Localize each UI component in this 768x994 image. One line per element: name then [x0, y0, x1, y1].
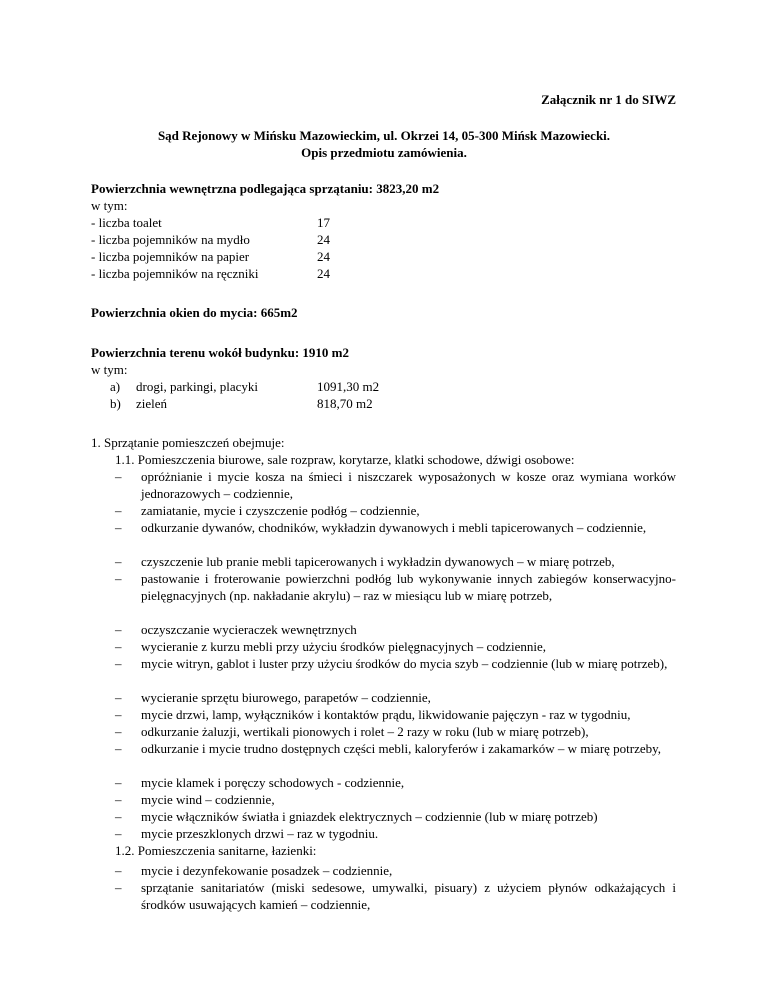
list-item: oczyszczanie wycieraczek wewnętrznych [141, 622, 357, 637]
bullet-dash: – [115, 469, 122, 484]
bullet-dash: – [115, 707, 122, 722]
list-item: mycie włączników światła i gniazdek elektrycznych – codziennie (lub w miarę potrzeb) [141, 809, 598, 824]
bullet-dash: – [115, 639, 122, 654]
bullet-dash: – [115, 554, 122, 569]
list-item: odkurzanie żaluzji, wertikali pionowych i rolet – 2 razy w roku (lub w miarę potrzeb), [141, 724, 589, 739]
annex-title: Załącznik nr 1 do SIWZ [541, 92, 676, 107]
grounds-heading: Powierzchnia terenu wokół budynku: 1910 m2 [91, 345, 349, 360]
internal-item-label: - liczba pojemników na ręczniki [91, 266, 259, 281]
grounds-intro: w tym: [91, 362, 128, 377]
list-item: wycieranie z kurzu mebli przy użyciu środków pielęgnacyjnych – codziennie, [141, 639, 547, 654]
bullet-dash: – [115, 863, 122, 878]
section-title: 1. Sprzątanie pomieszczeń obejmuje: [91, 435, 285, 450]
grounds-item-value: 1091,30 m2 [317, 379, 380, 394]
bullet-dash: – [115, 520, 122, 535]
grounds-item-value: 818,70 m2 [317, 396, 373, 411]
bullet-dash: – [115, 656, 122, 671]
bullet-dash: – [115, 792, 122, 807]
internal-item-label: - liczba pojemników na papier [91, 249, 250, 264]
bullet-dash: – [115, 741, 122, 756]
internal-item-value: 24 [317, 249, 330, 264]
list-item: opróżnianie i mycie kosza na śmieci i niszczarek wyposażonych w kosze oraz wymiana worków jednorazowych – codziennie, [141, 469, 676, 501]
court-name: Sąd Rejonowy w Mińsku Mazowieckim, ul. Okrzei 14, 05-300 Mińsk Mazowiecki. [157, 128, 611, 143]
internal-item [91, 265, 259, 282]
internal-area-heading: Powierzchnia wewnętrzna podlegająca sprzątaniu: 3823,20 m2 [91, 181, 440, 196]
bullet-dash: – [115, 690, 122, 705]
grounds-item-marker: b) [110, 396, 121, 411]
internal-item-label: - liczba pojemników na mydło [91, 232, 250, 247]
list-item: odkurzanie dywanów, chodników, wykładzin dywanowych i mebli tapicerowanych – codziennie, [141, 520, 647, 535]
bullet-dash: – [115, 571, 122, 586]
internal-item [91, 214, 162, 231]
internal-item-value: 17 [317, 215, 330, 230]
windows-heading: Powierzchnia okien do mycia: 665m2 [91, 305, 298, 320]
bullet-dash: – [115, 775, 122, 790]
internal-item [91, 231, 250, 248]
list-item: czyszczenie lub pranie mebli tapicerowanych i wykładzin dywanowych – w miarę potrzeb, [141, 554, 615, 569]
grounds-item-label: zieleń [136, 396, 168, 411]
list-item: mycie klamek i poręczy schodowych - codziennie, [141, 775, 405, 790]
list-item: mycie witryn, gablot i luster przy użyciu środków do mycia szyb – codziennie (lub w miarę potrzeb), [141, 656, 668, 671]
list-item: zamiatanie, mycie i czyszczenie podłóg – codziennie, [141, 503, 420, 518]
list-item: wycieranie sprzętu biurowego, parapetów – codziennie, [141, 690, 431, 705]
list-item: sprzątanie sanitariatów (miski sedesowe, umywalki, pisuary) z użyciem płynów odkażających i środków usuwających kamień – codziennie, [141, 880, 676, 912]
bullet-dash: – [115, 880, 122, 895]
list-item: odkurzanie i mycie trudno dostępnych części mebli, kaloryferów i zakamarków – w miarę potrzeby, [141, 741, 662, 756]
list-item: mycie i dezynfekowanie posadzek – codziennie, [141, 863, 393, 878]
internal-item [91, 248, 249, 265]
internal-item-value: 24 [317, 232, 330, 247]
list-item: mycie wind – codziennie, [141, 792, 275, 807]
grounds-item-label: drogi, parkingi, placyki [136, 379, 259, 394]
subsection-title: 1.2. Pomieszczenia sanitarne, łazienki: [115, 843, 317, 858]
grounds-item-marker: a) [110, 379, 121, 394]
bullet-dash: – [115, 826, 122, 841]
bullet-dash: – [115, 622, 122, 637]
bullet-dash: – [115, 724, 122, 739]
internal-item-value: 24 [317, 266, 330, 281]
list-item: mycie przeszklonych drzwi – raz w tygodniu. [141, 826, 379, 841]
document-subtitle: Opis przedmiotu zamówienia. [301, 145, 467, 160]
list-item: mycie drzwi, lamp, wyłączników i kontaktów prądu, likwidowanie pajęczyn - raz w tygodniu, [141, 707, 631, 722]
subsection-title: 1.1. Pomieszczenia biurowe, sale rozpraw, korytarze, klatki schodowe, dźwigi osobowe: [115, 452, 575, 467]
bullet-dash: – [115, 809, 122, 824]
bullet-dash: – [115, 503, 122, 518]
internal-item-label: - liczba toalet [91, 215, 162, 230]
list-item: pastowanie i froterowanie powierzchni podłóg lub wykonywanie innych zabiegów konserwacyjno-pielęgnacyjnych (np. nakładanie akrylu) – raz w miesiącu lub w miarę potrzeb, [141, 571, 676, 603]
internal-intro: w tym: [91, 198, 128, 213]
